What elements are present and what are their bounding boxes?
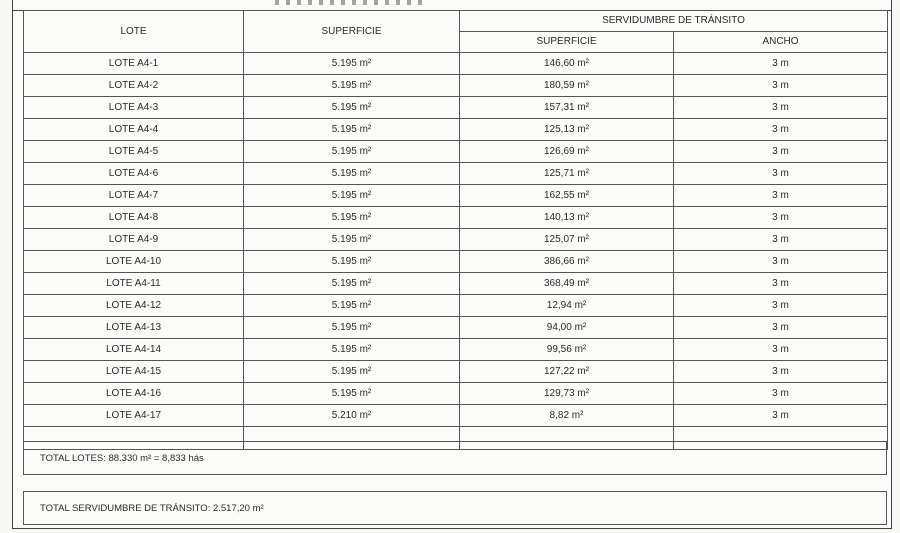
cell-serv-superficie: 368,49 m²: [460, 273, 674, 295]
cell-ancho: 3 m: [674, 119, 888, 141]
table-row: [24, 361, 888, 383]
cell-lote: LOTE A4-2: [24, 75, 244, 97]
table-row: [24, 273, 888, 295]
cell-serv-superficie: 140,13 m²: [460, 207, 674, 229]
table-row: [24, 339, 888, 361]
cell-superficie: 5.195 m²: [244, 295, 460, 317]
cell-superficie: 5.195 m²: [244, 97, 460, 119]
table-row: [24, 75, 888, 97]
cell-ancho: 3 m: [674, 97, 888, 119]
cell-superficie: 5.195 m²: [244, 119, 460, 141]
cell-serv-superficie: 125,07 m²: [460, 229, 674, 251]
cell-superficie: 5.195 m²: [244, 229, 460, 251]
cell-serv-superficie: 386,66 m²: [460, 251, 674, 273]
table-row: [24, 163, 888, 185]
cell-ancho: 3 m: [674, 383, 888, 405]
table-row: [24, 405, 888, 427]
cropped-heading-text: [275, 0, 425, 5]
cell-ancho: 3 m: [674, 207, 888, 229]
cell-superficie: 5.195 m²: [244, 185, 460, 207]
cell-ancho: 3 m: [674, 53, 888, 75]
total-lotes: TOTAL LOTES: 88.330 m² = 8,833 hás: [23, 441, 887, 475]
table-row: [24, 207, 888, 229]
table-row: [24, 317, 888, 339]
table-row: [24, 141, 888, 163]
cell-ancho: 3 m: [674, 339, 888, 361]
cell-ancho: 3 m: [674, 75, 888, 97]
document-sheet: [12, 0, 892, 529]
table-row: [24, 119, 888, 141]
cell-ancho: 3 m: [674, 163, 888, 185]
cell-ancho: 3 m: [674, 185, 888, 207]
cell-superficie: 5.195 m²: [244, 339, 460, 361]
cell-superficie: 5.195 m²: [244, 251, 460, 273]
cell-superficie: 5.195 m²: [244, 361, 460, 383]
cell-serv-superficie: 129,73 m²: [460, 383, 674, 405]
cell-superficie: 5.195 m²: [244, 383, 460, 405]
cell-lote: LOTE A4-8: [24, 207, 244, 229]
cell-serv-superficie: 162,55 m²: [460, 185, 674, 207]
cell-lote: LOTE A4-13: [24, 317, 244, 339]
cell-lote: LOTE A4-14: [24, 339, 244, 361]
cell-lote: LOTE A4-12: [24, 295, 244, 317]
cell-serv-superficie: 126,69 m²: [460, 141, 674, 163]
table-row: [24, 185, 888, 207]
total-servidumbre: TOTAL SERVIDUMBRE DE TRÁNSITO: 2.517,20 m²: [23, 491, 887, 525]
cell-superficie: 5.195 m²: [244, 317, 460, 339]
table-row: [24, 229, 888, 251]
lots-table: [23, 10, 888, 450]
cell-lote: LOTE A4-15: [24, 361, 244, 383]
cell-serv-superficie: 125,71 m²: [460, 163, 674, 185]
cell-lote: LOTE A4-9: [24, 229, 244, 251]
cell-lote: LOTE A4-10: [24, 251, 244, 273]
cell-serv-superficie: 12,94 m²: [460, 295, 674, 317]
table-row: [24, 295, 888, 317]
header-row-1: [24, 11, 888, 32]
header-lote: LOTE: [24, 11, 244, 53]
cell-lote: LOTE A4-1: [24, 53, 244, 75]
table-row: [24, 383, 888, 405]
cell-ancho: 3 m: [674, 317, 888, 339]
cell-ancho: 3 m: [674, 141, 888, 163]
cell-ancho: 3 m: [674, 229, 888, 251]
cell-lote: LOTE A4-3: [24, 97, 244, 119]
cell-serv-superficie: 94,00 m²: [460, 317, 674, 339]
table-row: [24, 53, 888, 75]
cell-superficie: 5.210 m²: [244, 405, 460, 427]
header-serv-ancho: ANCHO: [674, 32, 888, 53]
table-body: [24, 53, 888, 450]
cell-lote: LOTE A4-4: [24, 119, 244, 141]
cell-lote: LOTE A4-7: [24, 185, 244, 207]
cell-lote: LOTE A4-5: [24, 141, 244, 163]
header-serv-superficie: SUPERFICIE: [460, 32, 674, 53]
table-row: [24, 251, 888, 273]
cell-serv-superficie: 125,13 m²: [460, 119, 674, 141]
cell-ancho: 3 m: [674, 273, 888, 295]
cell-lote: LOTE A4-6: [24, 163, 244, 185]
cell-ancho: 3 m: [674, 251, 888, 273]
cell-lote: LOTE A4-11: [24, 273, 244, 295]
cell-ancho: 3 m: [674, 361, 888, 383]
cell-lote: LOTE A4-16: [24, 383, 244, 405]
cell-serv-superficie: 157,31 m²: [460, 97, 674, 119]
cell-superficie: 5.195 m²: [244, 207, 460, 229]
cell-serv-superficie: 127,22 m²: [460, 361, 674, 383]
table-row: [24, 97, 888, 119]
cell-serv-superficie: 99,56 m²: [460, 339, 674, 361]
cell-superficie: 5.195 m²: [244, 163, 460, 185]
cell-serv-superficie: 8,82 m²: [460, 405, 674, 427]
header-superficie: SUPERFICIE: [244, 11, 460, 53]
cell-serv-superficie: 146,60 m²: [460, 53, 674, 75]
cell-serv-superficie: 180,59 m²: [460, 75, 674, 97]
cell-ancho: 3 m: [674, 295, 888, 317]
cell-lote: LOTE A4-17: [24, 405, 244, 427]
cell-superficie: 5.195 m²: [244, 75, 460, 97]
cell-superficie: 5.195 m²: [244, 273, 460, 295]
cell-superficie: 5.195 m²: [244, 53, 460, 75]
header-servidumbre: SERVIDUMBRE DE TRÁNSITO: [460, 11, 888, 32]
cell-ancho: 3 m: [674, 405, 888, 427]
cell-superficie: 5.195 m²: [244, 141, 460, 163]
